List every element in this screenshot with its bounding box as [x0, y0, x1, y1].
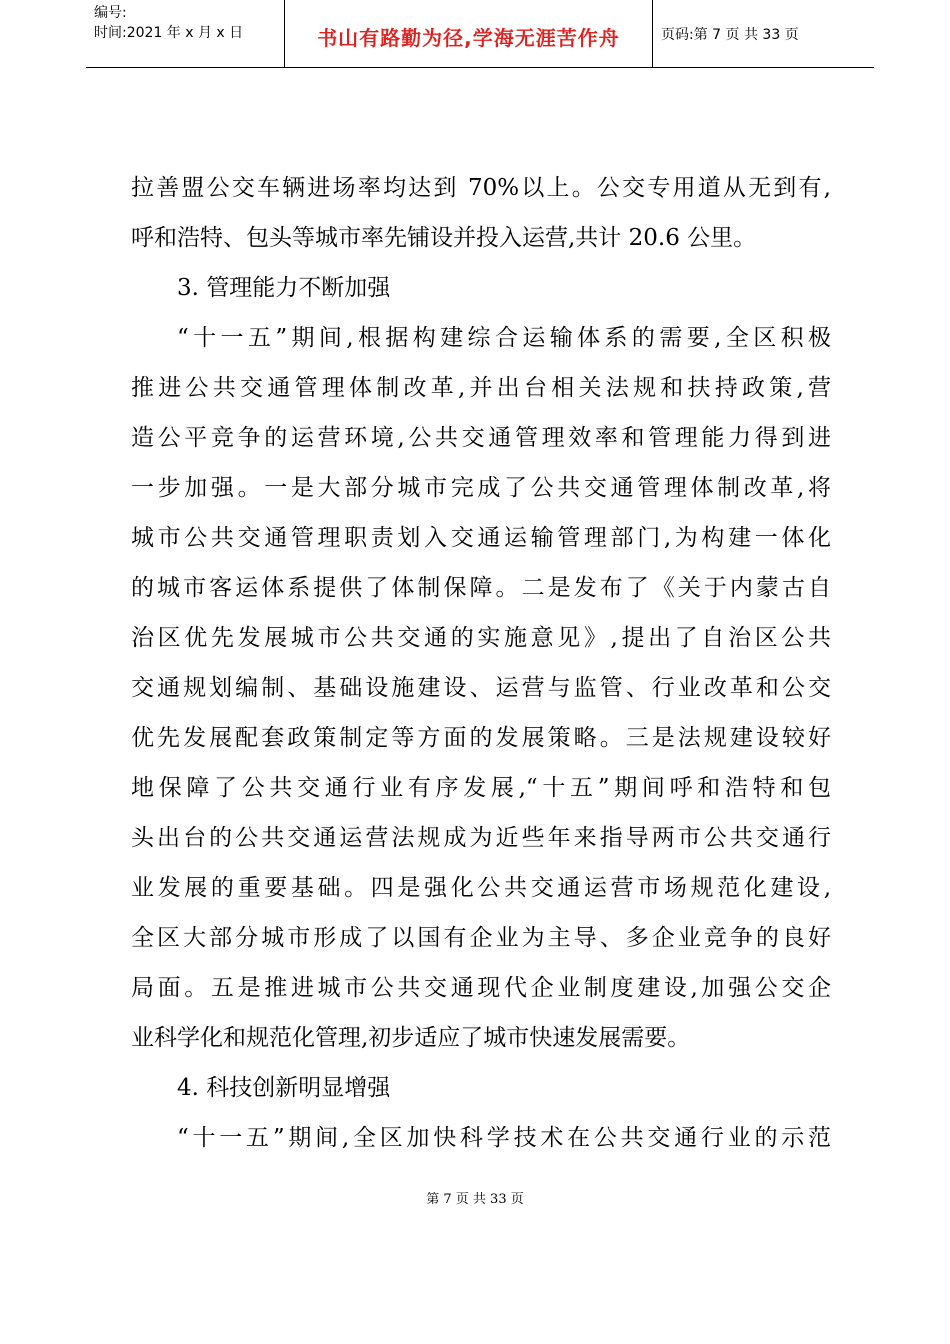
body-line: 的城市客运体系提供了体制保障。二是发布了《关于内蒙古自 — [131, 575, 831, 601]
body-line: 呼和浩特、包头等城市率先铺设并投入运营,共计 20.6 公里。 — [131, 225, 757, 251]
body-line: 造公平竞争的运营环境,公共交通管理效率和管理能力得到进 — [131, 425, 831, 451]
body-line: 业发展的重要基础。四是强化公共交通运营市场规范化建设, — [131, 875, 831, 901]
body-line: “十一五”期间,全区加快科学技术在公共交通行业的示范 — [177, 1125, 831, 1151]
header-motto-cell — [285, 0, 653, 67]
document-time-label: 时间:2021 年 x 月 x 日 — [94, 25, 244, 41]
section-heading: 4. 科技创新明显增强 — [177, 1075, 391, 1101]
section-heading: 3. 管理能力不断加强 — [177, 275, 391, 301]
body-line: 局面。五是推进城市公共交通现代企业制度建设,加强公交企 — [131, 975, 831, 1001]
body-line: 一步加强。一是大部分城市完成了公共交通管理体制改革,将 — [131, 475, 831, 501]
document-body — [131, 168, 831, 1168]
body-line: 治区优先发展城市公共交通的实施意见》,提出了自治区公共 — [131, 625, 831, 651]
header-page-cell — [653, 0, 874, 67]
body-line: “十一五”期间,根据构建综合运输体系的需要,全区积极 — [177, 325, 831, 351]
body-line: 地保障了公共交通行业有序发展,“十五”期间呼和浩特和包 — [131, 775, 831, 801]
body-line: 城市公共交通管理职责划入交通运输管理部门,为构建一体化 — [131, 525, 831, 551]
header-motto: 书山有路勤为径,学海无涯苦作舟 — [317, 26, 620, 50]
body-line: 全区大部分城市形成了以国有企业为主导、多企业竞争的良好 — [131, 925, 831, 951]
header-page-number: 页码:第 7 页 共 33 页 — [661, 27, 799, 43]
page-footer: 第 7 页 共 33 页 — [426, 1192, 524, 1207]
body-line: 头出台的公共交通运营法规成为近些年来指导两市公共交通行 — [131, 825, 831, 851]
body-line: 交通规划编制、基础设施建设、运营与监管、行业改革和公交 — [131, 675, 831, 701]
body-line: 拉善盟公交车辆进场率均达到 70%以上。公交专用道从无到有, — [131, 175, 831, 201]
body-line: 推进公共交通管理体制改革,并出台相关法规和扶持政策,营 — [131, 375, 831, 401]
body-line: 优先发展配套政策制定等方面的发展策略。三是法规建设较好 — [131, 725, 831, 751]
document-number-label: 编号: — [94, 5, 127, 21]
body-line: 业科学化和规范化管理,初步适应了城市快速发展需要。 — [131, 1025, 691, 1051]
page-header — [86, 0, 874, 68]
header-meta-cell — [86, 0, 285, 67]
